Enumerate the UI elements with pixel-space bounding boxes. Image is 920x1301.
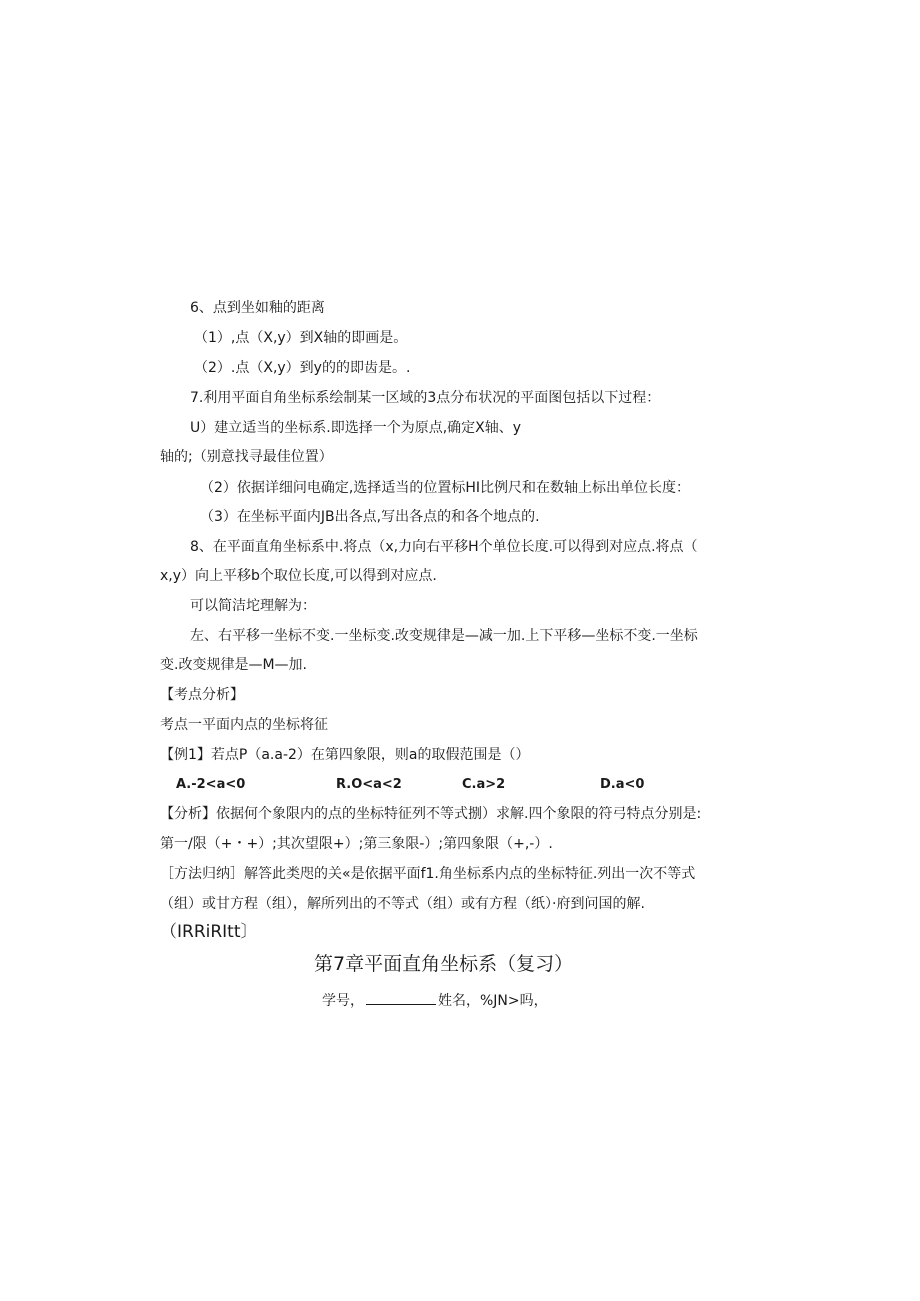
student-number-label: 学号， — [322, 993, 364, 1009]
chapter-title: 第7章平面直角坐标系（复习） — [314, 953, 574, 975]
section-7-step-1b: 轴的;（别意找寻最佳位置） — [160, 449, 333, 465]
name-label: 姓名， — [438, 993, 480, 1009]
section-6-item-2: （2）.点（X,y）到y的的即齿是。. — [194, 360, 411, 376]
method-line-2: （组）或甘方程（组），解所列出的不等式（组）或有方程（纸）·府到问国的解. — [160, 896, 645, 912]
section-7-heading: 7.利用平面自角坐标系绘制某一区域的3点分布状况的平面图包括以下过程： — [190, 390, 661, 406]
example-1: 【例1】若点P（a.a-2）在第四象限，则a的取假范围是（） — [160, 747, 530, 763]
option-d: D.a<0 — [600, 777, 645, 792]
analysis-line-1: 【分析】依据何个象限内的点的坐标特征列不等式捌）求解.四个象限的符弓特点分别是: — [160, 806, 702, 822]
method-line-1: ［方法归纳］解答此类咫的关«是依据平面f1.角坐标系内点的坐标特征.列出一次不等式 — [160, 866, 696, 882]
garbled-heading: （IRRiRItt〕 — [160, 922, 258, 942]
section-7-step-2: （2）依据详细问电确定,选择适当的位置标HI比例尺和在数轴上标出单位长度： — [200, 480, 691, 496]
section-7-step-3: （3）在坐标平面内JB出各点,写出各点的和各个地点的. — [200, 509, 540, 525]
key-points-heading: 【考点分析】 — [160, 687, 244, 703]
option-a: A.-2<a<0 — [176, 777, 246, 792]
section-8-line-5: 变.改变规律是—M—加. — [160, 657, 307, 673]
section-6-item-1: （1）,点（X,y）到X轴的即画是。 — [194, 330, 408, 346]
section-8-line-2: x,y）向上平移b个取位长度,可以得到对应点. — [160, 568, 437, 584]
option-c: C.a>2 — [462, 777, 506, 792]
tail-label: %JN>吗， — [480, 993, 548, 1009]
section-7-step-1a: U）建立适当的坐标系.即选择一个为原点,确定X轴、y — [190, 420, 522, 436]
analysis-line-2: 第一/限（+・+）;其次望限+）;第三象限-）;第四象限（+,-）. — [160, 836, 553, 852]
section-6-heading: 6、点到坐如釉的距离 — [190, 300, 325, 316]
student-info-line — [322, 990, 548, 1010]
option-b: R.O<a<2 — [336, 777, 402, 792]
key-point-1: 考点一平面内点的坐标将征 — [160, 717, 328, 733]
section-8-line-1: 8、在平面直角坐标系中.将点（x,力向右平移H个单位长度.可以得到对应点.将点（ — [190, 539, 698, 555]
student-number-blank[interactable] — [366, 990, 436, 1005]
section-8-line-4: 左、右平移一坐标不变.一坐标变.改变规律是—减一加.上下平移—坐标不变.一坐标 — [190, 628, 698, 644]
section-8-line-3: 可以简洁坨理解为： — [190, 598, 316, 614]
